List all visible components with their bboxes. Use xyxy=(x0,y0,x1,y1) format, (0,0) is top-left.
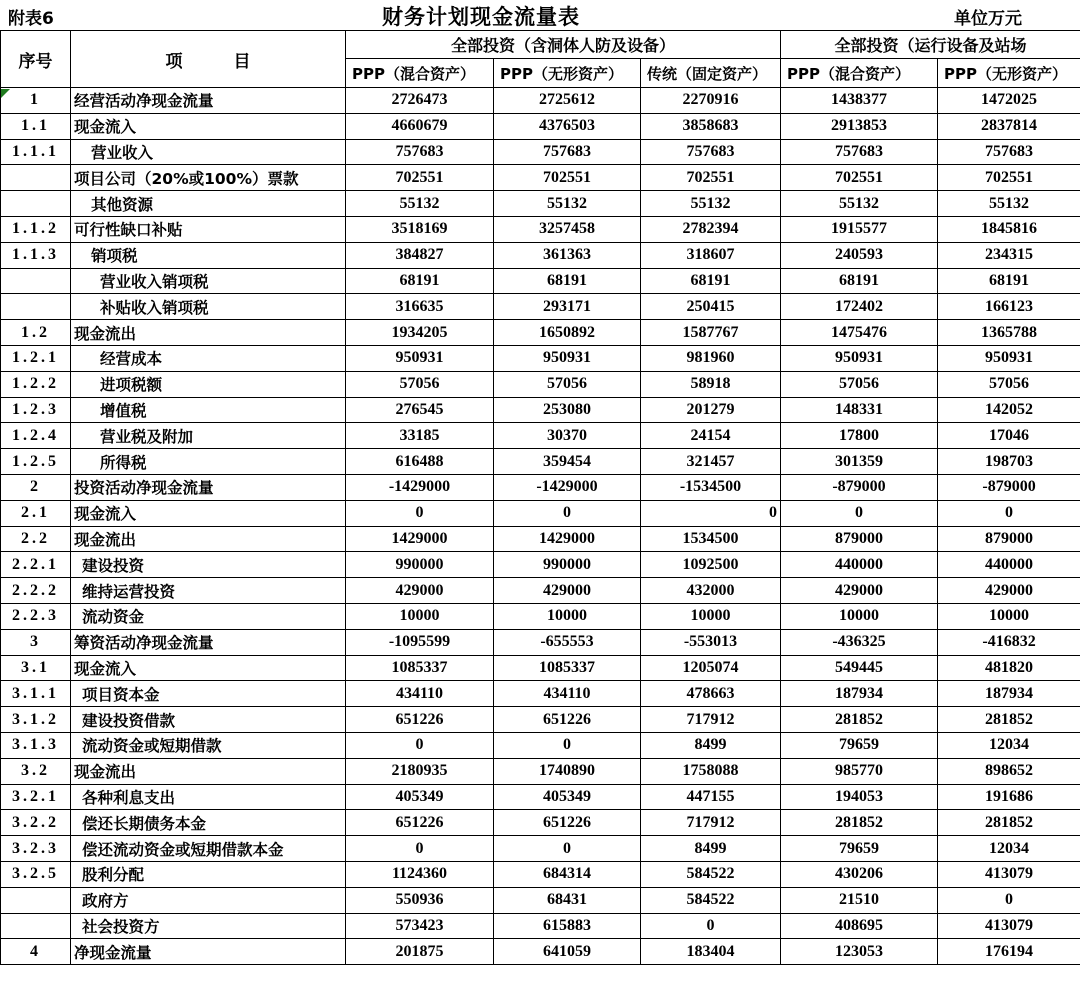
table-row xyxy=(1,810,1080,836)
cell-value: -416832 xyxy=(938,629,1080,655)
cell-row-number: 2 xyxy=(1,474,71,500)
cell-value: 3518169 xyxy=(346,216,494,242)
cell-value: 584522 xyxy=(641,887,781,913)
cell-value: 17046 xyxy=(938,423,1080,449)
cell-value: 447155 xyxy=(641,784,781,810)
cell-value: 1438377 xyxy=(781,88,938,114)
cell-value: 318607 xyxy=(641,242,781,268)
cell-value: 3257458 xyxy=(494,216,641,242)
cell-value: 1085337 xyxy=(494,655,641,681)
cell-value: 8499 xyxy=(641,836,781,862)
cell-value: 176194 xyxy=(938,939,1080,965)
cell-value: 1085337 xyxy=(346,655,494,681)
cell-value: 757683 xyxy=(494,139,641,165)
cell-row-number xyxy=(1,913,71,939)
cell-row-number: 3.2.5 xyxy=(1,861,71,887)
cell-value: 68191 xyxy=(346,268,494,294)
cell-value: 30370 xyxy=(494,423,641,449)
table-row xyxy=(1,345,1080,371)
cell-item-label: 现金流入 xyxy=(71,655,346,681)
cell-value: 1934205 xyxy=(346,320,494,346)
cell-row-number: 2.2.3 xyxy=(1,603,71,629)
cell-value: 702551 xyxy=(494,165,641,191)
table-row xyxy=(1,707,1080,733)
cell-item-label: 政府方 xyxy=(71,887,346,913)
cell-value: 2270916 xyxy=(641,88,781,114)
cell-item-label: 营业收入 xyxy=(71,139,346,165)
cell-value: 408695 xyxy=(781,913,938,939)
table-header xyxy=(1,31,1080,88)
cell-value: 1124360 xyxy=(346,861,494,887)
cell-value: 757683 xyxy=(641,139,781,165)
cell-value: 21510 xyxy=(781,887,938,913)
cell-value: 573423 xyxy=(346,913,494,939)
cell-value: 549445 xyxy=(781,655,938,681)
cell-row-number: 1.2.4 xyxy=(1,423,71,449)
cell-item-label: 补贴收入销项税 xyxy=(71,294,346,320)
cell-value: 55132 xyxy=(494,191,641,217)
cell-value: 191686 xyxy=(938,784,1080,810)
cell-item-label: 流动资金 xyxy=(71,603,346,629)
cell-row-number: 1.1.1 xyxy=(1,139,71,165)
cell-value: 702551 xyxy=(781,165,938,191)
cell-value: 1650892 xyxy=(494,320,641,346)
cell-value: 0 xyxy=(346,500,494,526)
cell-value: 651226 xyxy=(494,707,641,733)
cell-value: 281852 xyxy=(938,810,1080,836)
cell-value: 33185 xyxy=(346,423,494,449)
cell-value: 429000 xyxy=(938,578,1080,604)
cell-value: 166123 xyxy=(938,294,1080,320)
cell-item-label: 现金流入 xyxy=(71,113,346,139)
cell-row-number: 3.2.2 xyxy=(1,810,71,836)
cashflow-table xyxy=(0,30,1080,965)
cell-row-number: 3.1.1 xyxy=(1,681,71,707)
cell-value: 550936 xyxy=(346,887,494,913)
cell-value: 405349 xyxy=(494,784,641,810)
cell-value: 148331 xyxy=(781,397,938,423)
cell-value: 430206 xyxy=(781,861,938,887)
page-title: 财务计划现金流量表 xyxy=(382,5,580,29)
cell-value: 183404 xyxy=(641,939,781,965)
cell-value: 481820 xyxy=(938,655,1080,681)
cell-value: 10000 xyxy=(346,603,494,629)
table-row xyxy=(1,578,1080,604)
cell-item-label: 增值税 xyxy=(71,397,346,423)
header-col-item: 项 目 xyxy=(71,31,346,88)
cell-value: 172402 xyxy=(781,294,938,320)
cell-value: 57056 xyxy=(346,371,494,397)
table-row xyxy=(1,449,1080,475)
cell-value: 1915577 xyxy=(781,216,938,242)
cell-item-label: 净现金流量 xyxy=(71,939,346,965)
cell-value: 898652 xyxy=(938,758,1080,784)
cell-value: 1740890 xyxy=(494,758,641,784)
header-group-1: 全部投资（含洞体人防及设备） xyxy=(346,31,781,59)
cell-item-label: 建设投资借款 xyxy=(71,707,346,733)
cell-value: 234315 xyxy=(938,242,1080,268)
cell-value: 79659 xyxy=(781,732,938,758)
cell-value: 0 xyxy=(641,913,781,939)
cell-value: 57056 xyxy=(938,371,1080,397)
table-row xyxy=(1,294,1080,320)
cell-value: 281852 xyxy=(938,707,1080,733)
cell-value: 4660679 xyxy=(346,113,494,139)
cell-value: 58918 xyxy=(641,371,781,397)
cell-value: -436325 xyxy=(781,629,938,655)
cell-value: 641059 xyxy=(494,939,641,965)
cell-value: -879000 xyxy=(781,474,938,500)
table-row xyxy=(1,242,1080,268)
table-body xyxy=(1,88,1080,965)
cell-value: 1472025 xyxy=(938,88,1080,114)
cell-value: -1534500 xyxy=(641,474,781,500)
cell-value: 879000 xyxy=(781,526,938,552)
cell-value: 240593 xyxy=(781,242,938,268)
cell-value: 201875 xyxy=(346,939,494,965)
cell-item-label: 偿还流动资金或短期借款本金 xyxy=(71,836,346,862)
table-row xyxy=(1,139,1080,165)
cell-value: 432000 xyxy=(641,578,781,604)
cell-value: 2782394 xyxy=(641,216,781,242)
cell-item-label: 维持运营投资 xyxy=(71,578,346,604)
cell-item-label: 营业收入销项税 xyxy=(71,268,346,294)
cell-value: 0 xyxy=(346,836,494,862)
cell-value: 405349 xyxy=(346,784,494,810)
cell-row-number xyxy=(1,165,71,191)
cell-value: 684314 xyxy=(494,861,641,887)
cell-row-number: 2.2.1 xyxy=(1,552,71,578)
cell-value: 702551 xyxy=(938,165,1080,191)
cell-value: 55132 xyxy=(781,191,938,217)
table-row xyxy=(1,113,1080,139)
cell-row-number: 4 xyxy=(1,939,71,965)
cell-value: 187934 xyxy=(781,681,938,707)
table-row xyxy=(1,216,1080,242)
cell-item-label: 现金流出 xyxy=(71,320,346,346)
cell-value: 68191 xyxy=(938,268,1080,294)
cell-item-label: 项目资本金 xyxy=(71,681,346,707)
table-row xyxy=(1,629,1080,655)
table-row xyxy=(1,268,1080,294)
table-row xyxy=(1,552,1080,578)
cell-value: 0 xyxy=(938,887,1080,913)
cell-value: 478663 xyxy=(641,681,781,707)
cell-row-number xyxy=(1,268,71,294)
header-subcol-ppp-intangible-1: PPP（无形资产） xyxy=(494,59,641,88)
cell-value: 359454 xyxy=(494,449,641,475)
cell-value: 194053 xyxy=(781,784,938,810)
cell-row-number: 1.2.2 xyxy=(1,371,71,397)
cell-item-label: 经营活动净现金流量 xyxy=(71,88,346,114)
cell-value: 321457 xyxy=(641,449,781,475)
cell-item-label: 流动资金或短期借款 xyxy=(71,732,346,758)
table-row xyxy=(1,320,1080,346)
cell-value: 12034 xyxy=(938,732,1080,758)
cell-value: 57056 xyxy=(494,371,641,397)
cell-value: 2725612 xyxy=(494,88,641,114)
cell-value: 434110 xyxy=(494,681,641,707)
cell-value: 0 xyxy=(346,732,494,758)
cell-row-number: 1.1 xyxy=(1,113,71,139)
cell-value: 1429000 xyxy=(494,526,641,552)
cell-row-number: 3.1.3 xyxy=(1,732,71,758)
cell-value: 651226 xyxy=(346,707,494,733)
cell-value: 1429000 xyxy=(346,526,494,552)
cell-value: -1095599 xyxy=(346,629,494,655)
cell-row-number xyxy=(1,294,71,320)
cell-value: 201279 xyxy=(641,397,781,423)
unit-label: 单位万元 xyxy=(954,9,1022,29)
cell-value: -1429000 xyxy=(346,474,494,500)
cell-item-label: 其他资源 xyxy=(71,191,346,217)
table-row xyxy=(1,939,1080,965)
cell-value: 879000 xyxy=(938,526,1080,552)
table-row xyxy=(1,887,1080,913)
cell-value: 717912 xyxy=(641,810,781,836)
cell-value: 702551 xyxy=(346,165,494,191)
cell-value: 301359 xyxy=(781,449,938,475)
cell-item-label: 销项税 xyxy=(71,242,346,268)
cell-item-label: 各种利息支出 xyxy=(71,784,346,810)
table-row xyxy=(1,861,1080,887)
cell-value: 0 xyxy=(781,500,938,526)
cell-row-number: 1 xyxy=(1,88,71,114)
cell-value: 434110 xyxy=(346,681,494,707)
cell-value: 123053 xyxy=(781,939,938,965)
cell-value: 1205074 xyxy=(641,655,781,681)
cell-row-number: 3.2 xyxy=(1,758,71,784)
cell-value: 757683 xyxy=(781,139,938,165)
cell-value: 429000 xyxy=(781,578,938,604)
table-row xyxy=(1,913,1080,939)
cell-value: 429000 xyxy=(346,578,494,604)
cell-value: 2180935 xyxy=(346,758,494,784)
cell-item-label: 经营成本 xyxy=(71,345,346,371)
cell-value: 3858683 xyxy=(641,113,781,139)
cell-value: 757683 xyxy=(346,139,494,165)
cell-value: 717912 xyxy=(641,707,781,733)
header-col-no: 序号 xyxy=(1,31,71,88)
cell-value: 55132 xyxy=(346,191,494,217)
cell-item-label: 现金流出 xyxy=(71,758,346,784)
cell-value: 12034 xyxy=(938,836,1080,862)
cell-value: 950931 xyxy=(346,345,494,371)
cell-value: 24154 xyxy=(641,423,781,449)
cell-item-label: 投资活动净现金流量 xyxy=(71,474,346,500)
table-row xyxy=(1,681,1080,707)
title-bar xyxy=(0,0,1080,30)
cell-item-label: 现金流入 xyxy=(71,500,346,526)
table-row xyxy=(1,758,1080,784)
cell-item-label: 建设投资 xyxy=(71,552,346,578)
cell-row-number: 1.2.1 xyxy=(1,345,71,371)
table-row xyxy=(1,165,1080,191)
header-subcol-ppp-intangible-2: PPP（无形资产） xyxy=(938,59,1080,88)
cell-value: 0 xyxy=(494,500,641,526)
cell-value: 757683 xyxy=(938,139,1080,165)
cell-value: 281852 xyxy=(781,810,938,836)
cell-value: 990000 xyxy=(494,552,641,578)
table-row xyxy=(1,397,1080,423)
cell-value: 384827 xyxy=(346,242,494,268)
header-subcol-ppp-mixed-2: PPP（混合资产） xyxy=(781,59,938,88)
cell-value: 361363 xyxy=(494,242,641,268)
cell-value: 68431 xyxy=(494,887,641,913)
cell-value: 2913853 xyxy=(781,113,938,139)
cell-value: -655553 xyxy=(494,629,641,655)
table-row xyxy=(1,836,1080,862)
cell-value: 651226 xyxy=(494,810,641,836)
cell-row-number xyxy=(1,887,71,913)
cell-value: 250415 xyxy=(641,294,781,320)
cell-value: 293171 xyxy=(494,294,641,320)
table-row xyxy=(1,371,1080,397)
excel-error-marker-icon xyxy=(1,89,10,98)
table-row xyxy=(1,655,1080,681)
cell-value: 4376503 xyxy=(494,113,641,139)
cell-value: 0 xyxy=(494,836,641,862)
cell-value: 10000 xyxy=(781,603,938,629)
cell-value: 429000 xyxy=(494,578,641,604)
cell-value: 413079 xyxy=(938,861,1080,887)
cell-value: 10000 xyxy=(641,603,781,629)
cell-value: 1587767 xyxy=(641,320,781,346)
cell-value: 584522 xyxy=(641,861,781,887)
cell-value: 950931 xyxy=(781,345,938,371)
cell-value: 68191 xyxy=(781,268,938,294)
cell-row-number: 2.2.2 xyxy=(1,578,71,604)
cell-value: 68191 xyxy=(494,268,641,294)
cell-value: 276545 xyxy=(346,397,494,423)
cell-row-number: 3 xyxy=(1,629,71,655)
cell-value: 616488 xyxy=(346,449,494,475)
cell-value: 651226 xyxy=(346,810,494,836)
cell-value: 17800 xyxy=(781,423,938,449)
cell-value: 615883 xyxy=(494,913,641,939)
cell-item-label: 进项税额 xyxy=(71,371,346,397)
cell-value: 316635 xyxy=(346,294,494,320)
table-row xyxy=(1,526,1080,552)
cell-value: 1092500 xyxy=(641,552,781,578)
table-row xyxy=(1,423,1080,449)
cell-value: 79659 xyxy=(781,836,938,862)
cell-item-label: 筹资活动净现金流量 xyxy=(71,629,346,655)
header-group-2: 全部投资（运行设备及站场 xyxy=(781,31,1080,59)
cell-value: 10000 xyxy=(494,603,641,629)
cell-item-label: 项目公司（20%或100%）票款 xyxy=(71,165,346,191)
cell-value: -1429000 xyxy=(494,474,641,500)
header-subcol-traditional-fixed: 传统（固定资产） xyxy=(641,59,781,88)
cell-row-number: 1.1.2 xyxy=(1,216,71,242)
cell-item-label: 所得税 xyxy=(71,449,346,475)
cell-value: 57056 xyxy=(781,371,938,397)
table-row xyxy=(1,88,1080,114)
cell-value: 198703 xyxy=(938,449,1080,475)
cell-item-label: 可行性缺口补贴 xyxy=(71,216,346,242)
cell-item-label: 社会投资方 xyxy=(71,913,346,939)
cell-value: 1758088 xyxy=(641,758,781,784)
attachment-label: 附表6 xyxy=(8,9,54,29)
cell-row-number: 1.2.5 xyxy=(1,449,71,475)
cell-value: 2837814 xyxy=(938,113,1080,139)
cell-value: 1534500 xyxy=(641,526,781,552)
cell-value: 1845816 xyxy=(938,216,1080,242)
table-row xyxy=(1,603,1080,629)
cell-value: 990000 xyxy=(346,552,494,578)
cell-row-number xyxy=(1,191,71,217)
cell-row-number: 1.1.3 xyxy=(1,242,71,268)
cell-value: 10000 xyxy=(938,603,1080,629)
cell-value: 281852 xyxy=(781,707,938,733)
cell-row-number: 3.1 xyxy=(1,655,71,681)
cell-item-label: 营业税及附加 xyxy=(71,423,346,449)
cell-value: 950931 xyxy=(494,345,641,371)
cell-row-number: 3.2.1 xyxy=(1,784,71,810)
cell-value: 8499 xyxy=(641,732,781,758)
table-row xyxy=(1,784,1080,810)
cell-value: 981960 xyxy=(641,345,781,371)
cell-value: 950931 xyxy=(938,345,1080,371)
cell-value: -553013 xyxy=(641,629,781,655)
cell-row-number: 1.2.3 xyxy=(1,397,71,423)
header-group-row xyxy=(1,31,1080,59)
cell-item-label: 现金流出 xyxy=(71,526,346,552)
cell-value: 440000 xyxy=(938,552,1080,578)
cell-value: 1475476 xyxy=(781,320,938,346)
cell-item-label: 偿还长期债务本金 xyxy=(71,810,346,836)
cell-value: 413079 xyxy=(938,913,1080,939)
cell-value: 142052 xyxy=(938,397,1080,423)
cell-row-number: 1.2 xyxy=(1,320,71,346)
cell-value: 2726473 xyxy=(346,88,494,114)
table-row xyxy=(1,191,1080,217)
cell-value: 55132 xyxy=(938,191,1080,217)
cell-value: 0 xyxy=(938,500,1080,526)
cell-value: 1365788 xyxy=(938,320,1080,346)
cell-row-number: 2.2 xyxy=(1,526,71,552)
cell-item-label: 股利分配 xyxy=(71,861,346,887)
cell-value: 985770 xyxy=(781,758,938,784)
cell-row-number: 2.1 xyxy=(1,500,71,526)
header-subcol-ppp-mixed-1: PPP（混合资产） xyxy=(346,59,494,88)
cell-value: 253080 xyxy=(494,397,641,423)
table-row xyxy=(1,732,1080,758)
table-row xyxy=(1,474,1080,500)
cell-value: 702551 xyxy=(641,165,781,191)
table-row xyxy=(1,500,1080,526)
cell-value: 55132 xyxy=(641,191,781,217)
cell-value: -879000 xyxy=(938,474,1080,500)
cell-row-number: 3.2.3 xyxy=(1,836,71,862)
cell-value: 68191 xyxy=(641,268,781,294)
cell-row-number: 3.1.2 xyxy=(1,707,71,733)
cell-value: 187934 xyxy=(938,681,1080,707)
cell-value: 0 xyxy=(494,732,641,758)
cell-value: 440000 xyxy=(781,552,938,578)
cell-value: 0 xyxy=(641,500,781,526)
